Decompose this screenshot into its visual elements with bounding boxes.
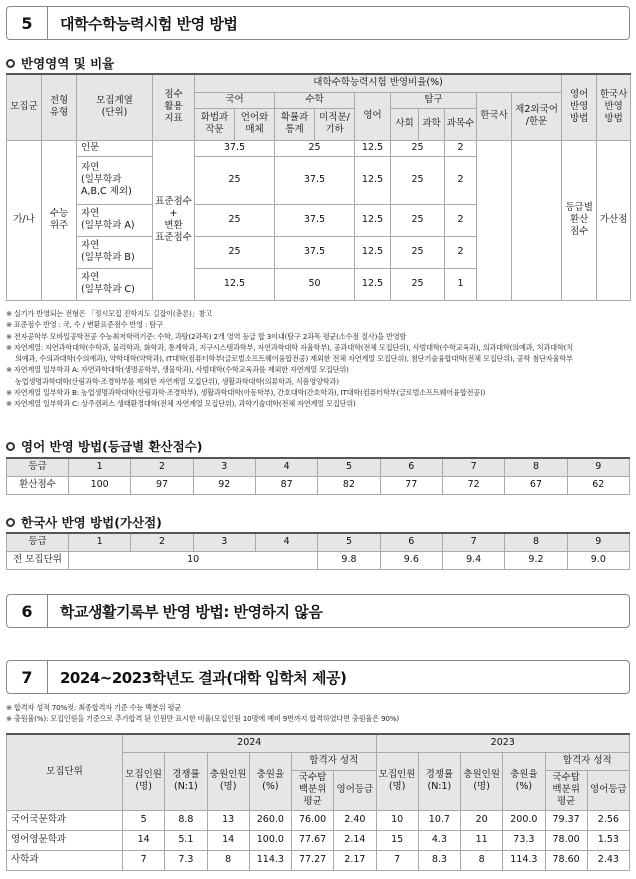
cell-korean: 25 [195, 204, 275, 236]
section-title: 학교생활기록부 반영 방법: 반영하지 않음 [60, 602, 323, 621]
table-cell: 5 [123, 810, 165, 830]
table-cell: 13 [207, 810, 249, 830]
grade-cell: 4 [255, 458, 317, 476]
h-hist-method: 한국사 반영 방법 [597, 74, 631, 140]
table-cell: 7.3 [165, 850, 207, 870]
score-cell: 67 [505, 476, 567, 494]
cell-unit: 자연 (일부학과 A,B,C 제외) [77, 156, 153, 204]
h-pass: 합격자 성적 [292, 752, 377, 770]
table-cell: 14 [207, 830, 249, 850]
table-cell: 77.27 [292, 850, 334, 870]
table-cell: 1.53 [587, 830, 629, 850]
score-cell: 9.2 [505, 551, 567, 569]
table-cell: 73.3 [503, 830, 545, 850]
h-i1: 사회 [391, 108, 419, 140]
dept-name: 국어국문학과 [7, 810, 123, 830]
section-number: 5 [7, 7, 48, 39]
score-cell: 9.8 [318, 551, 380, 569]
h-english: 영어 [355, 92, 391, 140]
table-cell: 78.60 [545, 850, 587, 870]
circle-bullet-icon [6, 442, 15, 451]
grade-cell: 4 [255, 533, 317, 551]
section-number: 7 [7, 661, 48, 693]
score-cell: 87 [255, 476, 317, 494]
table-cell: 100.0 [249, 830, 291, 850]
row-label: 전 모집단위 [7, 551, 69, 569]
table-cell: 2.40 [334, 810, 376, 830]
grade-cell: 1 [69, 533, 131, 551]
table-cell: 114.3 [249, 850, 291, 870]
h-korean: 국어 [195, 92, 275, 108]
cell-english: 12.5 [355, 140, 391, 156]
note-line: ※ 합격자 성적 70%컷: 최종합격자 기준 수능 백분위 평균 [6, 703, 181, 712]
h-fill: 충원인원 (명) [461, 752, 503, 810]
table-cell: 2.17 [334, 850, 376, 870]
score-cell: 77 [380, 476, 442, 494]
cell-english: 12.5 [355, 236, 391, 268]
cell-unit: 자연 (일부학과 C) [77, 268, 153, 300]
grade-cell: 3 [193, 458, 255, 476]
h-eng-grade: 영어등급 [587, 770, 629, 810]
h-i2: 과학 [419, 108, 445, 140]
table-cell: 8.8 [165, 810, 207, 830]
note-line: ※ 자연계열 일부학과 A: 자연과학대학(생명공학부, 생물학과), 사범대학(수학교육과를 제외한 자연계열 모집단위) [6, 365, 349, 375]
cell-math: 37.5 [275, 156, 355, 204]
cell-math: 25 [275, 140, 355, 156]
section-7-header [6, 660, 630, 694]
table-cell: 8 [461, 850, 503, 870]
section-6-header [6, 594, 630, 628]
h-quota: 모집인원 (명) [376, 752, 418, 810]
score-cell: 82 [318, 476, 380, 494]
grade-cell: 3 [193, 533, 255, 551]
table-cell: 77.67 [292, 830, 334, 850]
subheading-history: 한국사 반영 방법(가산점) [6, 513, 162, 531]
cell-korean: 25 [195, 236, 275, 268]
cell-unit: 자연 (일부학과 A) [77, 204, 153, 236]
table-cell: 78.00 [545, 830, 587, 850]
h-main: 대학수학능력시험 반영비율(%) [195, 74, 562, 92]
table-cell: 10 [376, 810, 418, 830]
h-eng-method: 영어 반영 방법 [562, 74, 597, 140]
table-cell: 14 [123, 830, 165, 850]
cell-2nd-empty [512, 140, 562, 300]
cell-index: 표준점수 + 변환 표준점수 [153, 140, 195, 300]
h-eng-grade: 영어등급 [334, 770, 376, 810]
note-line: ※ 충원율(%): 모집인원을 기준으로 추가합격 된 인원만 표시한 비율(모집인원 10명에 예비 9번까지 합격하였다면 충원율은 90%) [6, 714, 399, 724]
cell-count: 2 [445, 156, 477, 204]
score-cell: 92 [193, 476, 255, 494]
score-cell: 100 [69, 476, 131, 494]
table-cell: 260.0 [249, 810, 291, 830]
score-cell: 72 [442, 476, 504, 494]
score-cell: 62 [567, 476, 629, 494]
score-cell: 9.0 [567, 551, 629, 569]
history-table [6, 532, 630, 570]
grade-cell: 2 [131, 533, 193, 551]
cell-korean: 25 [195, 156, 275, 204]
h-history: 한국사 [477, 92, 512, 140]
section-5-header [6, 6, 630, 40]
subheading-english: 영어 반영 방법(등급별 환산점수) [6, 437, 202, 455]
grade-cell: 6 [380, 533, 442, 551]
ratio-notes [6, 308, 632, 410]
h-year-2023: 2023 [376, 734, 630, 752]
cell-unit: 인문 [77, 140, 153, 156]
table-cell: 2.56 [587, 810, 629, 830]
table-cell: 7 [123, 850, 165, 870]
cell-math: 37.5 [275, 204, 355, 236]
cell-count: 2 [445, 204, 477, 236]
table-cell: 200.0 [503, 810, 545, 830]
note-line: 농업생명과학대학(산림과학·조경학부를 제외한 자연계열 모집단위), 생활과학대학(의류학과, 식품영양학과) [15, 376, 339, 386]
h-unit: 모집계열 (단위) [77, 74, 153, 140]
section-title: 대학수학능력시험 반영 방법 [60, 14, 238, 33]
table-cell: 79.37 [545, 810, 587, 830]
ratio-table [6, 73, 631, 301]
grade-cell: 5 [318, 533, 380, 551]
score-cell: 9.6 [380, 551, 442, 569]
grade-cell: 8 [505, 533, 567, 551]
note-line: ※ 전자공학부 모바일공학전공 수능최저학력기준: 수학, 과탐(2과목) 2개 영역 등급 합 3이내(탐구 2과목 평균(소수점 절사)을 반영함 [6, 331, 407, 341]
h-competition: 경쟁률 (N:1) [165, 752, 207, 810]
cell-math: 37.5 [275, 236, 355, 268]
table-cell: 8.3 [418, 850, 460, 870]
cell-english: 12.5 [355, 204, 391, 236]
table-cell: 4.3 [418, 830, 460, 850]
cell-eng-method: 등급별 환산 점수 [562, 140, 597, 300]
note-line: 의예과, 수의과대학(수의예과), 약학대학(약학과), IT대학(컴퓨터학부(글로벌소프트웨어융합전공) 제외한 전체 자연계열 모집단위), 첨단기술융합대학(전체 모집단위), 공학 첨단자율학부 [15, 354, 573, 364]
note-line: ※ 실기가 반영되는 전형은 「정시모집 진학지도 길잡이(총론)」참고 [6, 309, 213, 318]
h-quota: 모집인원 (명) [123, 752, 165, 810]
h-math: 수학 [275, 92, 355, 108]
h-competition: 경쟁률 (N:1) [418, 752, 460, 810]
note-line: ※ 표준점수 반영 : 국, 수 / 변환표준점수 반영 : 탐구 [6, 320, 163, 330]
cell-group: 가/나 [7, 140, 42, 300]
subheading-ratio: 반영영역 및 비율 [6, 54, 114, 72]
note-line: ※ 자연계열: 자연과학대학(수학과, 물리학과, 화학과, 통계학과, 지구시스템과학부, 자연과학대학 자율학부), 공과대학(전체 모집단위), 사범대학(수학교육과), 의과대학(의예과, 치과대학(치 [6, 342, 573, 352]
cell-inquiry: 25 [391, 140, 445, 156]
table-cell: 5.1 [165, 830, 207, 850]
cell-inquiry: 25 [391, 268, 445, 300]
dept-name: 영어영문학과 [7, 830, 123, 850]
table-cell: 11 [461, 830, 503, 850]
grade-cell: 7 [442, 458, 504, 476]
h-percentile: 국수탐 백분위 평균 [292, 770, 334, 810]
h-year-2024: 2024 [123, 734, 377, 752]
grade-cell: 9 [567, 458, 629, 476]
results-notes [6, 702, 632, 725]
note-line: ※ 자연계열 일부학과 C: 상주캠퍼스 생태환경대학(전체 자연계열 모집단위), 과학기술대학(전체 자연계열 모집단위) [6, 399, 356, 409]
h-grade: 등급 [7, 533, 69, 551]
cell-inquiry: 25 [391, 156, 445, 204]
score-cell: 10 [69, 551, 318, 569]
cell-type: 수능 위주 [42, 140, 77, 300]
cell-english: 12.5 [355, 156, 391, 204]
grade-cell: 2 [131, 458, 193, 476]
grade-cell: 1 [69, 458, 131, 476]
circle-bullet-icon [6, 59, 15, 68]
grade-cell: 7 [442, 533, 504, 551]
h-m2: 미적분/ 기하 [315, 108, 355, 140]
circle-bullet-icon [6, 518, 15, 527]
score-cell: 97 [131, 476, 193, 494]
h-type: 전형 유형 [42, 74, 77, 140]
cell-inquiry: 25 [391, 204, 445, 236]
h-unit: 모집단위 [7, 734, 123, 810]
h-group: 모집군 [7, 74, 42, 140]
cell-hist-method: 가산점 [597, 140, 631, 300]
table-cell: 2.43 [587, 850, 629, 870]
cell-korean: 12.5 [195, 268, 275, 300]
table-cell: 114.3 [503, 850, 545, 870]
h-k1: 화법과 작문 [195, 108, 235, 140]
row-label: 환산점수 [7, 476, 69, 494]
h-index: 점수 활용 지표 [153, 74, 195, 140]
table-cell: 15 [376, 830, 418, 850]
table-cell: 7 [376, 850, 418, 870]
h-i3: 과목수 [445, 108, 477, 140]
h-k2: 언어와 매체 [235, 108, 275, 140]
h-2nd-lang: 제2외국어 /한문 [512, 92, 562, 140]
h-rate: 충원율 (%) [249, 752, 291, 810]
h-inquiry: 탐구 [391, 92, 477, 108]
dept-name: 사학과 [7, 850, 123, 870]
cell-unit: 자연 (일부학과 B) [77, 236, 153, 268]
english-table [6, 457, 630, 495]
h-grade: 등급 [7, 458, 69, 476]
cell-count: 1 [445, 268, 477, 300]
h-percentile: 국수탐 백분위 평균 [545, 770, 587, 810]
h-rate: 충원율 (%) [503, 752, 545, 810]
grade-cell: 8 [505, 458, 567, 476]
section-number: 6 [7, 595, 48, 627]
cell-inquiry: 25 [391, 236, 445, 268]
table-cell: 76.00 [292, 810, 334, 830]
note-line: ※ 자연계열 일부학과 B: 농업생명과학대학(산림과학·조경학부), 생활과학대학(아동학부), 간호대학(간호학과), IT대학(컴퓨터학부(글로벌소프트웨어융합전공)) [6, 388, 486, 398]
section-title: 2024~2023학년도 결과(대학 입학처 제공) [60, 668, 347, 687]
table-cell: 8 [207, 850, 249, 870]
grade-cell: 9 [567, 533, 629, 551]
cell-math: 50 [275, 268, 355, 300]
score-cell: 9.4 [442, 551, 504, 569]
cell-english: 12.5 [355, 268, 391, 300]
table-cell: 10.7 [418, 810, 460, 830]
h-m1: 확률과 통계 [275, 108, 315, 140]
cell-count: 2 [445, 236, 477, 268]
grade-cell: 5 [318, 458, 380, 476]
table-cell: 2.14 [334, 830, 376, 850]
results-table [6, 733, 630, 871]
cell-count: 2 [445, 140, 477, 156]
cell-korean: 37.5 [195, 140, 275, 156]
cell-history-empty [477, 140, 512, 300]
table-cell: 20 [461, 810, 503, 830]
h-fill: 충원인원 (명) [207, 752, 249, 810]
grade-cell: 6 [380, 458, 442, 476]
h-pass: 합격자 성적 [545, 752, 630, 770]
